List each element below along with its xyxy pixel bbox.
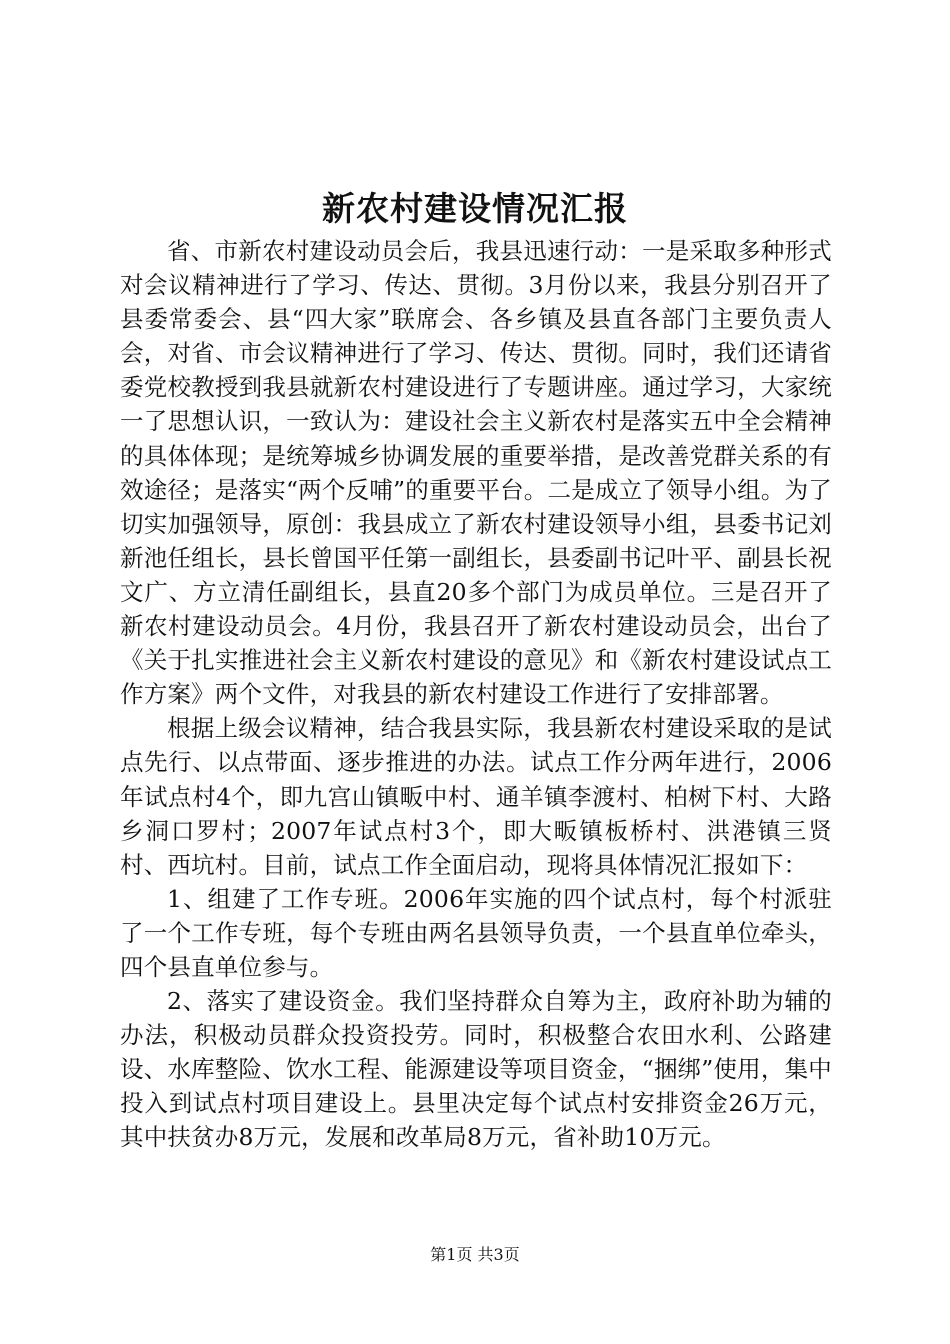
paragraph-1: 省、市新农村建设动员会后，我县迅速行动：一是采取多种形式对会议精神进行了学习、传达、贯彻。3月份以来，我县分别召开了县委常委会、县“四大家”联席会、各乡镇及县直各部门主要负责人会，对省、市会议精神进行了学习、传达、贯彻。同时，我们还请省委党校教授到我县就新农村建设进行了专题讲座。通过学习，大家统一了思想认识，一致认为：建设社会主义新农村是落实五中全会精神的具体体现；是统筹城乡协调发展的重要举措，是改善党群关系的有效途径；是落实“两个反哺”的重要平台。二是成立了领导小组。为了切实加强领导，原创：我县成立了新农村建设领导小组，县委书记刘新池任组长，县长曾国平任第一副组长，县委副书记叶平、副县长祝文广、方立清任副组长，县直20多个部门为成员单位。三是召开了新农村建设动员会。4月份，我县召开了新农村建设动员会，出台了《关于扎实推进社会主义新农村建设的意见》和《新农村建设试点工作方案》两个文件，对我县的新农村建设工作进行了安排部署。 — [120, 237, 832, 709]
document-body — [120, 234, 832, 1155]
document-title: 新农村建设情况汇报 — [322, 189, 628, 228]
paragraph-3: 1、组建了工作专班。2006年实施的四个试点村，每个村派驻了一个工作专班，每个专班由两名县领导负责，一个县直单位牵头，四个县直单位参与。 — [120, 884, 832, 981]
paragraph-4: 2、落实了建设资金。我们坚持群众自筹为主，政府补助为辅的办法，积极动员群众投资投劳。同时，积极整合农田水利、公路建设、水库整险、饮水工程、能源建设等项目资金，“捆绑”使用，集中投入到试点村项目建设上。县里决定每个试点村安排资金26万元，其中扶贫办8万元，发展和改革局8万元，省补助10万元。 — [120, 987, 832, 1152]
page-footer: 第1页 共3页 — [430, 1245, 520, 1264]
paragraph-2: 根据上级会议精神，结合我县实际，我县新农村建设采取的是试点先行、以点带面、逐步推进的办法。试点工作分两年进行，2006年试点村4个，即九宫山镇畈中村、通羊镇李渡村、柏树下村、大路乡洞口罗村；2007年试点村3个，即大畈镇板桥村、洪港镇三贤村、西坑村。目前，试点工作全面启动，现将具体情况汇报如下： — [120, 714, 832, 879]
